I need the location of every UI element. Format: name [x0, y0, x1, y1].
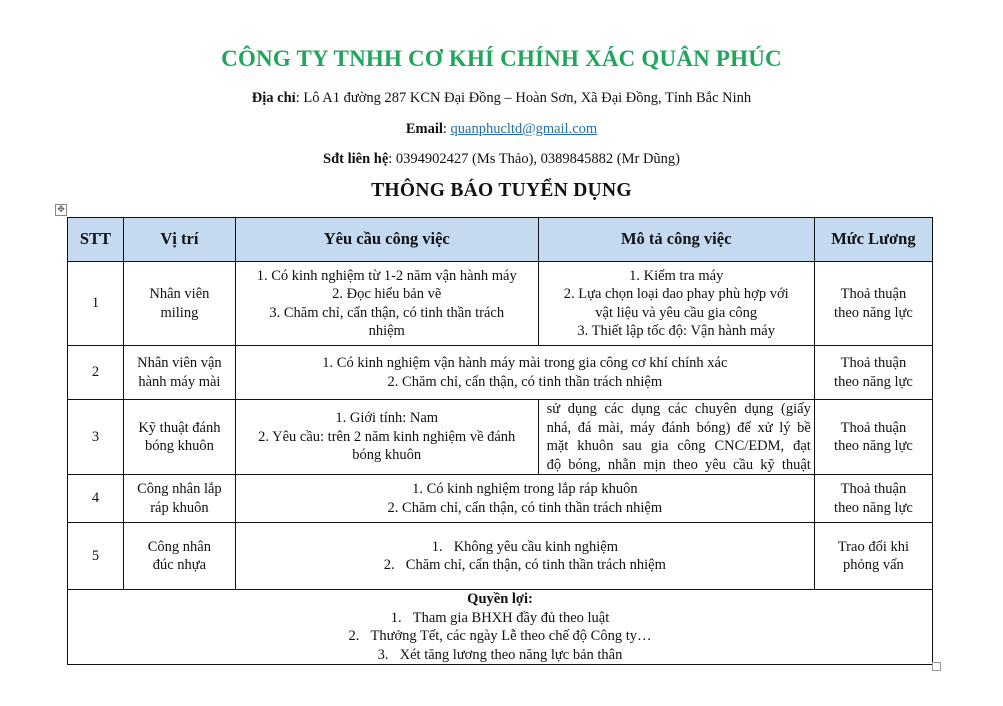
- position-cell: [123, 523, 235, 590]
- column-header-stt: STT: [68, 218, 124, 262]
- position-cell: [123, 475, 235, 523]
- description-line: 2. Lựa chọn loại dao phay phù hợp với: [563, 286, 789, 302]
- benefits-title: Quyền lợi:: [467, 591, 533, 607]
- salary-cell: [814, 346, 932, 400]
- requirement-line: 2. Chăm chỉ, cẩn thận, có tinh thần trách nhiệm: [387, 373, 663, 390]
- address-label: Địa chỉ: [251, 90, 296, 106]
- stt-cell: 5: [68, 523, 124, 590]
- recruitment-table: [67, 217, 933, 665]
- table-resize-handle[interactable]: [932, 662, 941, 671]
- position-line: đúc nhựa: [152, 557, 207, 573]
- description-line: mặt khuôn sau gia công CNC/EDM, đạt: [546, 438, 811, 454]
- requirement-line: 1. Giới tính: Nam: [335, 410, 439, 427]
- stt-cell: 2: [68, 346, 124, 400]
- position-line: Công nhân: [147, 538, 211, 555]
- table-row: [68, 475, 933, 523]
- benefit-item: [71, 627, 929, 646]
- requirement-line: 2. Đọc hiểu bản vẽ: [332, 286, 442, 302]
- description-line: sử dụng các dụng các chuyên dụng (giấy: [546, 401, 811, 417]
- email-link[interactable]: quanphucltd@gmail.com: [450, 121, 598, 137]
- requirements-cell: [235, 400, 538, 475]
- email-label: Email: [405, 121, 443, 137]
- position-line: miling: [160, 304, 199, 321]
- benefits-row: [68, 590, 933, 665]
- list-number: 1.: [390, 609, 402, 626]
- description-line: nhá, đá mài, máy đánh bóng) để xử lý bề: [546, 419, 811, 436]
- list-text: Thưởng Tết, các ngày Lễ theo chế độ Công ty…: [370, 628, 652, 644]
- list-text: Không yêu cầu kinh nghiệm: [453, 538, 618, 555]
- address-value: : Lô A1 đường 287 KCN Đại Đồng – Hoàn Sơn, Xã Đại Đồng, Tỉnh Bắc Ninh: [295, 90, 752, 106]
- position-cell: [123, 400, 235, 475]
- requirement-line: nhiệm: [368, 323, 405, 339]
- notice-title: THÔNG BÁO TUYỂN DỤNG: [371, 180, 632, 201]
- table-row: [68, 346, 933, 400]
- position-line: Nhân viên vận: [137, 355, 222, 371]
- requirement-line: 2. Yêu cầu: trên 2 năm kinh nghiệm về đánh: [258, 428, 516, 445]
- requirement-line: 3. Chăm chỉ, cẩn thận, có tinh thần trách: [269, 304, 505, 321]
- salary-line: Trao đổi khi: [837, 538, 909, 555]
- salary-line: Thoả thuận: [840, 286, 907, 302]
- position-line: Kỹ thuật đánh: [138, 419, 221, 436]
- address-line: [0, 90, 1003, 107]
- requirement-line: 2. Chăm chỉ, cẩn thận, có tinh thần trách nhiệm: [387, 499, 663, 516]
- position-line: bóng khuôn: [144, 438, 214, 454]
- phone-line: [0, 151, 1003, 168]
- requirement-line: 1. Có kinh nghiệm từ 1-2 năm vận hành máy: [256, 267, 517, 284]
- list-text: Chăm chỉ, cẩn thận, có tinh thần trách nhiệm: [405, 557, 666, 573]
- benefit-item: [71, 609, 929, 628]
- benefits-cell: [68, 590, 933, 665]
- benefit-item: [71, 646, 929, 665]
- merged-requirements-cell: [235, 523, 814, 590]
- description-line: 3. Thiết lập tốc độ: Vận hành máy: [577, 323, 775, 339]
- list-number: 3.: [377, 646, 389, 663]
- list-number: 1.: [431, 538, 443, 555]
- salary-line: Thoả thuận: [840, 355, 907, 371]
- stt-cell: 4: [68, 475, 124, 523]
- position-cell: [123, 346, 235, 400]
- salary-line: theo năng lực: [834, 373, 913, 390]
- requirement-line: 1. Có kinh nghiệm vận hành máy mài trong gia công cơ khí chính xác: [322, 355, 728, 371]
- salary-line: phỏng vấn: [843, 557, 904, 573]
- phone-label: Sđt liên hệ: [323, 151, 389, 167]
- position-line: ráp khuôn: [150, 499, 209, 516]
- list-number: 2.: [383, 557, 395, 573]
- salary-cell: [814, 400, 932, 475]
- salary-line: Thoả thuận: [840, 419, 907, 436]
- table-row: [68, 400, 933, 475]
- requirement-line: bóng khuôn: [352, 447, 422, 464]
- position-line: Công nhân lắp: [137, 481, 222, 497]
- salary-line: theo năng lực: [834, 499, 913, 516]
- column-header-position: Vị trí: [123, 218, 235, 262]
- column-header-requirements: Yêu cầu công việc: [235, 218, 538, 262]
- table-row: [68, 523, 933, 590]
- salary-cell: [814, 523, 932, 590]
- description-cell: [538, 400, 814, 475]
- description-line: vật liệu và yêu cầu gia công: [595, 304, 758, 321]
- requirement-line: 1. Có kinh nghiệm trong lắp ráp khuôn: [412, 481, 638, 497]
- salary-line: theo năng lực: [834, 304, 913, 321]
- salary-line: theo năng lực: [834, 438, 913, 454]
- list-text: Tham gia BHXH đầy đủ theo luật: [412, 609, 610, 626]
- requirements-cell: [235, 262, 538, 346]
- salary-cell: [814, 262, 932, 346]
- company-name: CÔNG TY TNHH CƠ KHÍ CHÍNH XÁC QUÂN PHÚC: [221, 46, 782, 71]
- salary-line: Thoả thuận: [840, 481, 907, 497]
- description-cell: [538, 262, 814, 346]
- description-line: độ bóng, nhẵn mịn theo yêu cầu kỹ thuật: [546, 456, 811, 473]
- description-line: 1. Kiểm tra máy: [629, 267, 724, 284]
- table-row: [68, 262, 933, 346]
- requirement-line: [239, 538, 811, 557]
- position-line: Nhân viên: [149, 286, 210, 302]
- merged-requirements-cell: [235, 346, 814, 400]
- requirement-line: [239, 556, 811, 575]
- column-header-description: Mô tả công việc: [538, 218, 814, 262]
- list-number: 2.: [348, 628, 360, 644]
- table-move-handle-icon[interactable]: ✥: [55, 204, 67, 216]
- phone-value: : 0394902427 (Ms Thảo), 0389845882 (Mr Dũng): [388, 151, 680, 167]
- stt-cell: 1: [68, 262, 124, 346]
- stt-cell: 3: [68, 400, 124, 475]
- email-line: [0, 121, 1003, 138]
- salary-cell: [814, 475, 932, 523]
- email-separator: :: [442, 121, 451, 137]
- list-text: Xét tăng lương theo năng lực bản thân: [399, 646, 623, 663]
- position-cell: [123, 262, 235, 346]
- column-header-salary: Mức Lương: [814, 218, 932, 262]
- table-header-row: [68, 218, 933, 262]
- merged-requirements-cell: [235, 475, 814, 523]
- position-line: hành máy mài: [138, 373, 221, 390]
